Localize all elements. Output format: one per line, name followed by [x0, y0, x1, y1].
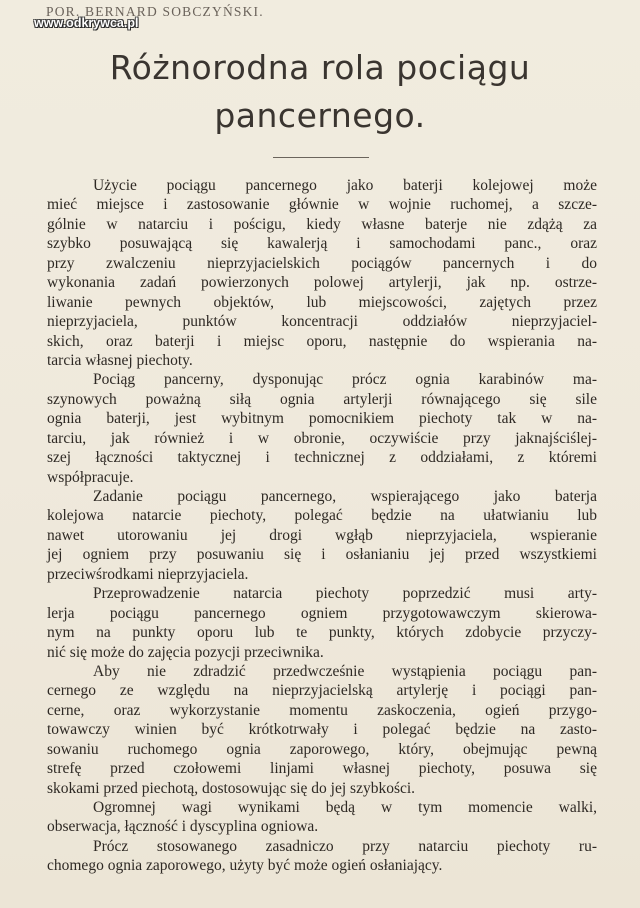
paragraph-line: chomego ognia zaporowego, użyty być może ogień osłaniający. — [47, 857, 443, 875]
watermark: www.odkrywca.pl — [34, 16, 139, 30]
paragraph-line: tarciu, jak również i w obronie, oczywiście przy jaknajściślej- — [47, 429, 597, 447]
paragraph-line: mieć miejsce i zastosowanie głównie w wojnie ruchomej, a szcze- — [47, 196, 597, 214]
paragraph-line: obserwacja, łączność i dyscyplina ogniowa. — [47, 818, 319, 836]
paragraph-line: ognia baterji, jest wybitnym pomocnikiem piechoty tak w na- — [47, 410, 597, 428]
paragraph-line: lerja pociągu pancernego ogniem przygotowawczym skierowa- — [47, 604, 597, 622]
paragraph-line: cernego ze względu na nieprzyjacielską artylerję i pociągi pan- — [47, 682, 597, 700]
paragraph — [47, 370, 597, 487]
paragraph-line: Aby nie zdradzić przedwcześnie wystąpienia pociągu pan- — [93, 662, 597, 680]
paragraph-line: sowaniu ruchomego ognia zaporowego, który, obejmując pewną — [47, 740, 597, 758]
paragraph — [47, 798, 597, 837]
paragraph-line: wykonania zadań powierzonych polowej artylerji, jak np. ostrze- — [47, 274, 597, 292]
paragraph-line: skich, oraz baterji i miejsc oporu, następnie do wspierania na- — [47, 332, 597, 350]
paragraph-line: Użycie pociągu pancernego jako baterji kolejowej może — [93, 177, 597, 194]
paragraph-line: Ogromnej wagi wynikami będą w tym momencie walki, — [93, 799, 597, 816]
paragraph-line: szybko posuwającą się kawalerją i samochodami panc., oraz — [47, 235, 597, 253]
paragraph-line: skokami przed piechotą, dostosowując się do jej szybkości. — [47, 779, 416, 797]
paragraph-line: nić się może do zajęcia pozycji przeciwnika. — [47, 643, 324, 661]
paragraph-line: gólnie w natarciu i pościgu, kiedy własne baterje nie zdążą za — [47, 215, 597, 233]
paragraph-line: towawczy winien być krótkotrwały i polegać będzie na zasto- — [47, 721, 597, 739]
paragraph-line: Przeprowadzenie natarcia piechoty poprzedzić musi arty- — [93, 585, 597, 603]
paragraph-line: jej ogniem przy posuwaniu się i osłanianiu jej przed wszystkiemi — [47, 546, 597, 564]
running-head: POR. BERNARD SOBCZYŃSKI. — [46, 4, 264, 19]
article-title-line-2: pancernego. — [214, 96, 426, 135]
paragraph — [47, 837, 597, 876]
paragraph-line: szynowych poważną siłą ognia artylerji równającego się sile — [47, 390, 597, 408]
paragraph-line: liwanie pewnych objektów, lub miejscowości, zajętych przez — [47, 293, 597, 311]
paragraph-line: tarcia własnej piechoty. — [47, 351, 193, 369]
title-divider — [273, 157, 369, 158]
paragraph-line: szej łączności taktycznej i technicznej z oddziałami, z któremi — [47, 449, 597, 467]
paragraph-line: kolejowa natarcie piechoty, polegać będzie na ułatwianiu lub — [47, 507, 597, 525]
paragraph-line: Zadanie pociągu pancernego, wspierającego jako baterja — [93, 488, 597, 505]
paragraph — [47, 584, 597, 662]
paragraph-line: przeciwśrodkami nieprzyjaciela. — [47, 565, 249, 583]
paragraph-line: cerne, oraz wykorzystanie momentu zaskoczenia, ogień przygo- — [47, 701, 597, 719]
paragraph-line: strefę przed czołowemi linjami własnej piechoty, posuwa się — [47, 760, 597, 778]
paragraph — [47, 487, 597, 584]
paragraph-line: współpracuje. — [47, 468, 134, 486]
paragraph-line: nieprzyjaciela, punktów koncentracji oddziałów nieprzyjaciel- — [47, 313, 597, 331]
paragraph-line: Prócz stosowanego zasadniczo przy natarciu piechoty ru- — [93, 837, 597, 855]
paragraph-line: przy zwalczeniu nieprzyjacielskich pociągów pancernych i do — [47, 254, 597, 272]
article-body — [47, 176, 597, 876]
paragraph — [47, 662, 597, 798]
paragraph — [47, 176, 597, 370]
article-title-line-1: Różnorodna rola pociągu — [109, 48, 531, 87]
paragraph-line: nym na punkty oporu lub te punkty, których zdobycie przyczy- — [47, 624, 597, 642]
paragraph-line: nawet utorowaniu jej drogi wgłąb nieprzyjaciela, wspieranie — [47, 526, 597, 544]
paragraph-line: Pociąg pancerny, dysponując prócz ognia karabinów ma- — [93, 371, 597, 389]
